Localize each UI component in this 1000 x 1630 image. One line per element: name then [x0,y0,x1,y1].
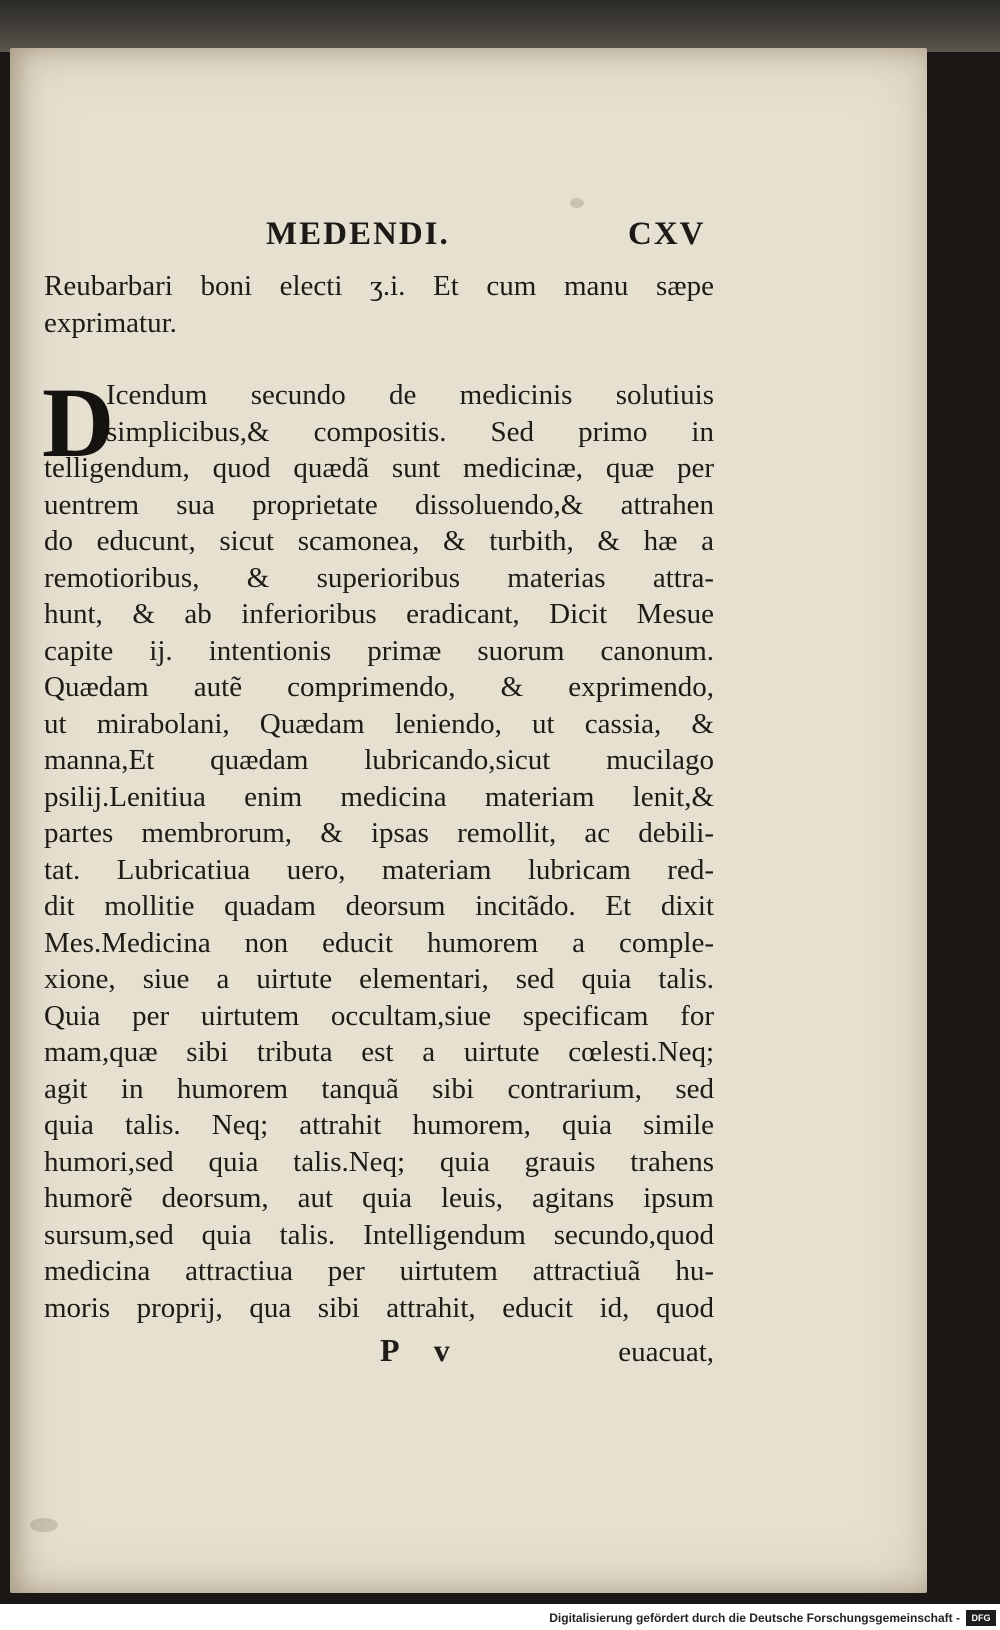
text-line: Quædam autẽ comprimendo, & exprimendo, [44,671,714,703]
text-line: moris proprij, qua sibi attrahit, educit id, quod [44,1291,714,1324]
text-line: simplicibus,& compositis. Sed primo in [106,415,714,448]
text-line: manna,Et quædam lubricando,sicut mucilago [44,744,714,776]
catchword: euacuat, [618,1336,714,1368]
running-title: MEDENDI. [266,216,450,252]
text-line: quia talis. Neq; attrahit humorem, quia simile [44,1109,714,1141]
main-paragraph [42,367,714,1326]
text-line: medicina attractiua per uirtutem attractiuã hu- [44,1255,714,1287]
digitization-footer [0,1604,1000,1630]
text-line: Mes.Medicina non educit humorem a comple- [44,926,714,959]
dfg-logo: DFG [966,1610,996,1626]
text-line: Icendum secundo de medicinis solutiuis [106,379,714,411]
signature-mark: P v [380,1332,464,1368]
text-line: exprimatur. [44,306,177,339]
intro-lines [44,268,714,341]
folio-number: CXV [628,216,706,252]
drop-capital: D [42,367,115,478]
text-line: xione, siue a uirtute elementari, sed quia talis. [44,963,714,995]
funding-credit: Digitalisierung gefördert durch die Deutsche Forschungsgemeinschaft - [549,1611,960,1625]
paper-stain [570,198,584,208]
text-line: Quia per uirtutem occultam,siue specificam for [44,999,714,1032]
signature-line [44,1332,714,1376]
book-page [10,48,927,1593]
text-line: do educunt, sicut scamonea, & turbith, & hæ a [44,525,714,557]
text-line: partes membrorum, & ipsas remollit, ac debili- [44,817,714,849]
text-line: agit in humorem tanquã sibi contrarium, sed [44,1072,714,1105]
text-line: telligendum, quod quædã sunt medicinæ, quæ per [44,452,714,484]
text-line: humorẽ deorsum, aut quia leuis, agitans ipsum [44,1182,714,1214]
text-line: Reubarbari boni electi ʒ.i. Et cum manu sæpe [44,270,714,302]
text-block [44,268,714,1326]
text-line: capite ij. intentionis primæ suorum canonum. [44,634,714,667]
text-line: sursum,sed quia talis. Intelligendum secundo,quod [44,1218,714,1251]
text-line: remotioribus, & superioribus materias attra- [44,561,714,594]
text-line: hunt, & ab inferioribus eradicant, Dicit Mesue [44,598,714,630]
paper-stain [30,1518,58,1532]
text-line: ut mirabolani, Quædam leniendo, ut cassia, & [44,707,714,740]
text-line: dit mollitie quadam deorsum incitãdo. Et dixit [44,890,714,922]
book-top-edge [0,0,1000,52]
text-line: mam,quæ sibi tributa est a uirtute cœlesti.Neq; [44,1036,714,1068]
text-line: psilij.Lenitiua enim medicina materiam lenit,& [44,780,714,813]
text-line: humori,sed quia talis.Neq; quia grauis trahens [44,1145,714,1178]
text-line: uentrem sua proprietate dissoluendo,& attrahen [44,488,714,521]
text-line: tat. Lubricatiua uero, materiam lubricam red- [44,853,714,886]
